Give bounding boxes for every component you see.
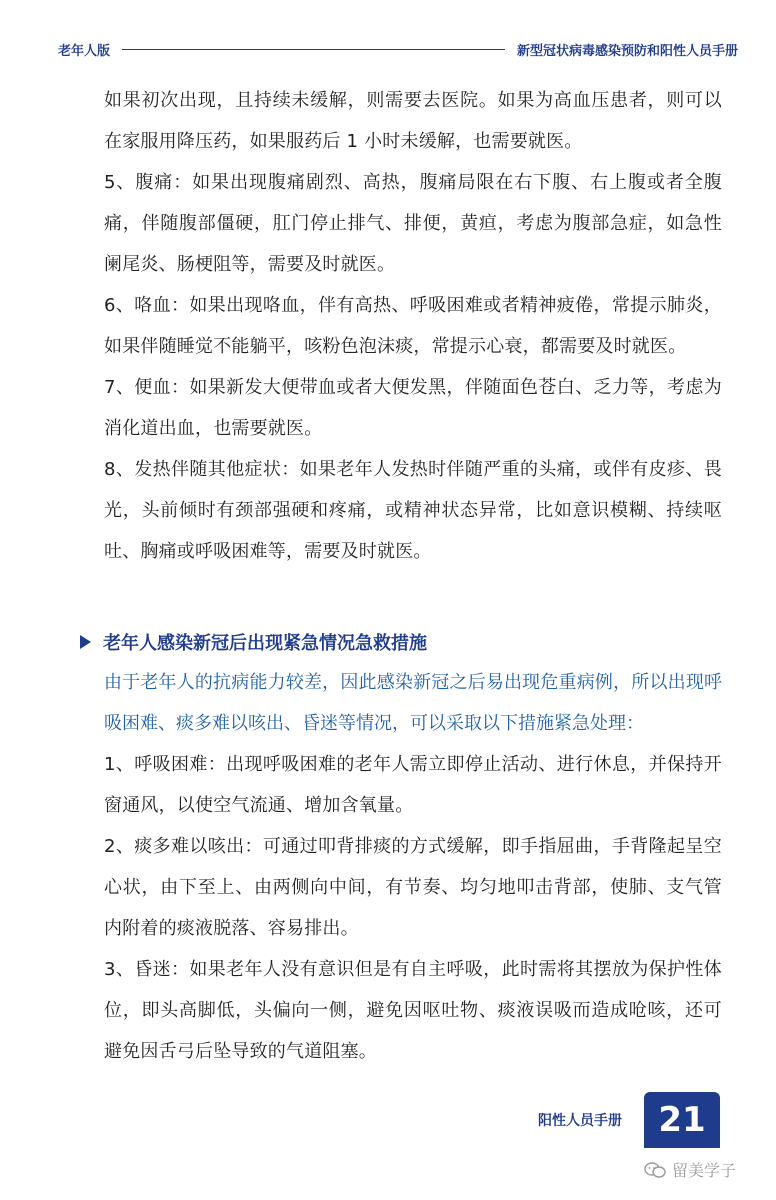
item-phlegm: 2、痰多难以咳出：可通过叩背排痰的方式缓解，即手指屈曲，手背隆起呈空心状，由下至上、由两侧向中间，有节奏、均匀地叩击背部，使肺、支气管内附着的痰液脱落、容易排出。: [104, 836, 722, 939]
section-spacer: [104, 572, 722, 622]
watermark: [644, 1158, 736, 1181]
paragraph-continued: 如果初次出现，且持续未缓解，则需要去医院。如果为高血压患者，则可以在家服用降压药，如果服药后 1 小时未缓解，也需要就医。: [104, 90, 722, 152]
item-breathing-difficulty: 1、呼吸困难：出现呼吸困难的老年人需立即停止活动、进行休息，并保持开窗通风，以使空气流通、增加含氧量。: [104, 754, 722, 816]
wechat-icon: [644, 1162, 666, 1178]
page-number: 21: [644, 1092, 720, 1148]
header-divider: [122, 49, 505, 50]
page-footer: [538, 1092, 720, 1148]
footer-label: 阳性人员手册: [538, 1113, 622, 1129]
paragraph-bloody-stool: 7、便血：如果新发大便带血或者大便发黑，伴随面色苍白、乏力等，考虑为消化道出血，也需要就医。: [104, 377, 722, 439]
paragraph-hemoptysis: 6、咯血：如果出现咯血，伴有高热、呼吸困难或者精神疲倦，常提示肺炎，如果伴随睡觉不能躺平，咳粉色泡沫痰，常提示心衰，都需要及时就医。: [104, 295, 722, 357]
section-title: 老年人感染新冠后出现紧急情况急救措施: [103, 633, 427, 654]
triangle-bullet-icon: [80, 635, 91, 649]
watermark-text: 留美学子: [671, 1161, 736, 1180]
page-header: [58, 34, 738, 64]
item-coma: 3、昏迷：如果老年人没有意识但是有自主呼吸，此时需将其摆放为保护性体位，即头高脚低，头偏向一侧，避免因呕吐物、痰液误吸而造成呛咳，还可避免因舌弓后坠导致的气道阻塞。: [104, 959, 722, 1062]
section-heading: [80, 622, 722, 662]
paragraph-abdominal-pain: 5、腹痛：如果出现腹痛剧烈、高热，腹痛局限在右下腹、右上腹或者全腹痛，伴随腹部僵硬，肛门停止排气、排便，黄疸，考虑为腹部急症，如急性阑尾炎、肠梗阻等，需要及时就医。: [104, 172, 722, 275]
edition-label: 老年人版: [58, 43, 111, 59]
handbook-title: 新型冠状病毒感染预防和阳性人员手册: [516, 43, 738, 59]
main-content: [104, 80, 722, 1072]
section-intro: 由于老年人的抗病能力较差，因此感染新冠之后易出现危重病例，所以出现呼吸困难、痰多难以咳出、昏迷等情况，可以采取以下措施紧急处理：: [104, 672, 722, 734]
paragraph-fever-symptoms: 8、发热伴随其他症状：如果老年人发热时伴随严重的头痛，或伴有皮疹、畏光，头前倾时有颈部强硬和疼痛，或精神状态异常，比如意识模糊、持续呕吐、胸痛或呼吸困难等，需要及时就医。: [104, 459, 722, 562]
